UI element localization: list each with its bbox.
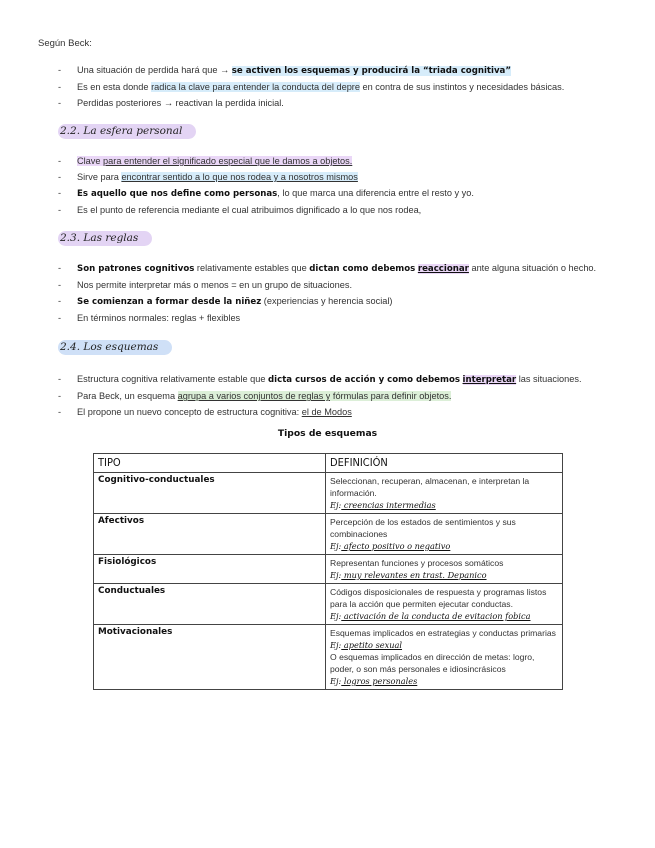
text-run: En términos normales: reglas + flexibles [77,313,241,323]
example-label: Ej: [330,541,342,551]
schema-definition-cell [326,514,563,555]
section4-list [58,373,628,422]
text-run: Es en esta donde [77,82,152,92]
table-row [94,555,563,584]
example-line [330,540,558,552]
section4-item [58,390,628,402]
schema-type-cell: Conductuales [94,584,326,625]
definition-text: Representan funciones y procesos somáticos [330,558,504,568]
text-run: encontrar sentido a lo que nos rodea y a nosotros mismos [121,172,358,182]
section2-item [58,155,628,167]
header-tipo: TIPO [94,454,326,473]
section2-list [58,155,628,220]
text-run: se activen los esquemas y producirá la “triada cognitiva” [231,66,512,76]
text-run: Clave [77,156,104,166]
section3-list [58,262,628,328]
example-label: Ej: [330,611,342,621]
section1-item [58,64,628,77]
schema-definition-cell [326,555,563,584]
text-run: dicta cursos de acción y como debemos [268,375,460,385]
intro-text: Según Beck: [38,38,92,49]
example-line [330,610,558,622]
text-run: Perdidas posteriores → reactivan la perdida inicial. [77,98,284,108]
section1-item [58,81,628,93]
section3-item [58,279,628,291]
header-definicion: DEFINICIÓN [326,454,563,473]
example-label: Ej: [330,570,342,580]
schema-type-cell: Cognitivo-conductuales [94,473,326,514]
example-text: activación de la conducta de evitacion fobica [341,611,531,621]
example-line [330,499,558,511]
example-text: creencias intermedias [341,500,436,510]
schema-type-cell: Fisiológicos [94,555,326,584]
text-run: relativamente estables que [194,263,310,273]
example-line [330,639,558,651]
text-run: (experiencias y herencia social) [261,296,393,306]
text-run: Estructura cognitiva relativamente estable que [77,374,268,384]
table-title: Tipos de esquemas [277,428,378,439]
table-row [94,473,563,514]
section2-item [58,204,628,216]
schema-type-cell: Motivacionales [94,625,326,690]
text-run: radica la clave para entender la conducta del depre [151,82,360,92]
text-run: Sirve para [77,172,122,182]
example-label: Ej: [330,676,342,686]
schema-definition-cell [326,625,563,690]
text-run: Para Beck, un esquema [77,391,178,401]
text-run: las situaciones. [516,374,582,384]
section1-list [58,64,628,113]
definition-text: Percepción de los estados de sentimientos y sus combinaciones [330,517,516,539]
section2-item [58,171,628,183]
example-label: Ej: [330,500,342,510]
text-run: Es aquello que nos define como personas [77,189,278,199]
text-run: reaccionar [417,264,469,274]
section4-heading: 2.4. Los esquemas [58,340,172,355]
section2-heading: 2.2. La esfera personal [58,124,196,139]
table-row [94,514,563,555]
definition-text: Códigos disposicionales de respuesta y programas listos para la acción que permiten ejecutar conductas. [330,587,547,609]
text-run: Una situación de perdida hará que → [77,65,232,75]
text-run: , lo que marca una diferencia entre el resto y yo. [277,188,474,198]
table-header-row [94,454,563,473]
schema-types-table [93,453,563,690]
text-run: Son patrones cognitivos [77,264,195,274]
example-label: Ej: [330,640,342,650]
section4-item [58,373,628,386]
text-run: en contra de sus instintos y necesidades básicas. [359,82,565,92]
text-run: el de Modos [301,407,352,417]
text-run: fórmulas para definir objetos. [330,391,452,401]
text-run: agrupa a varios conjuntos de reglas y [177,391,331,401]
example-text: afecto positivo o negativo [341,541,451,551]
text-run: Es el punto de referencia mediante el cual atribuimos dignificado a lo que nos rodea, [77,205,422,215]
schema-definition-cell [326,584,563,625]
definition-text: O esquemas implicados en dirección de metas: logro, poder, o son más personales e idiosincrásicos [330,652,535,674]
section4-item [58,406,628,418]
text-run: El propone un nuevo concepto de estructura cognitiva: [77,407,302,417]
example-line [330,569,558,581]
schema-definition-cell [326,473,563,514]
text-run: Nos permite interpretar más o menos = en un grupo de situaciones. [77,280,353,290]
text-run: dictan como debemos [309,264,416,274]
section3-item [58,295,628,308]
section3-item [58,262,628,275]
text-run: Se comienzan a formar desde la niñez [77,297,262,307]
table-row [94,625,563,690]
text-run: para entender el significado especial que le damos a objetos. [103,156,353,166]
text-run: ante alguna situación o hecho. [468,263,597,273]
section1-item [58,97,628,109]
section3-heading: 2.3. Las reglas [58,231,152,246]
schema-type-cell: Afectivos [94,514,326,555]
definition-text: Seleccionan, recuperan, almacenan, e interpretan la información. [330,476,530,498]
example-text: logros personales [341,676,418,686]
example-text: apetito sexual [341,640,403,650]
section3-item [58,312,628,324]
example-line [330,675,558,687]
text-run: interpretar [462,375,517,385]
section2-item [58,187,628,200]
definition-text: Esquemas implicados en estrategias y conductas primarias [330,628,556,638]
example-text: muy relevantes en trast. Depanico [341,570,487,580]
table-row [94,584,563,625]
